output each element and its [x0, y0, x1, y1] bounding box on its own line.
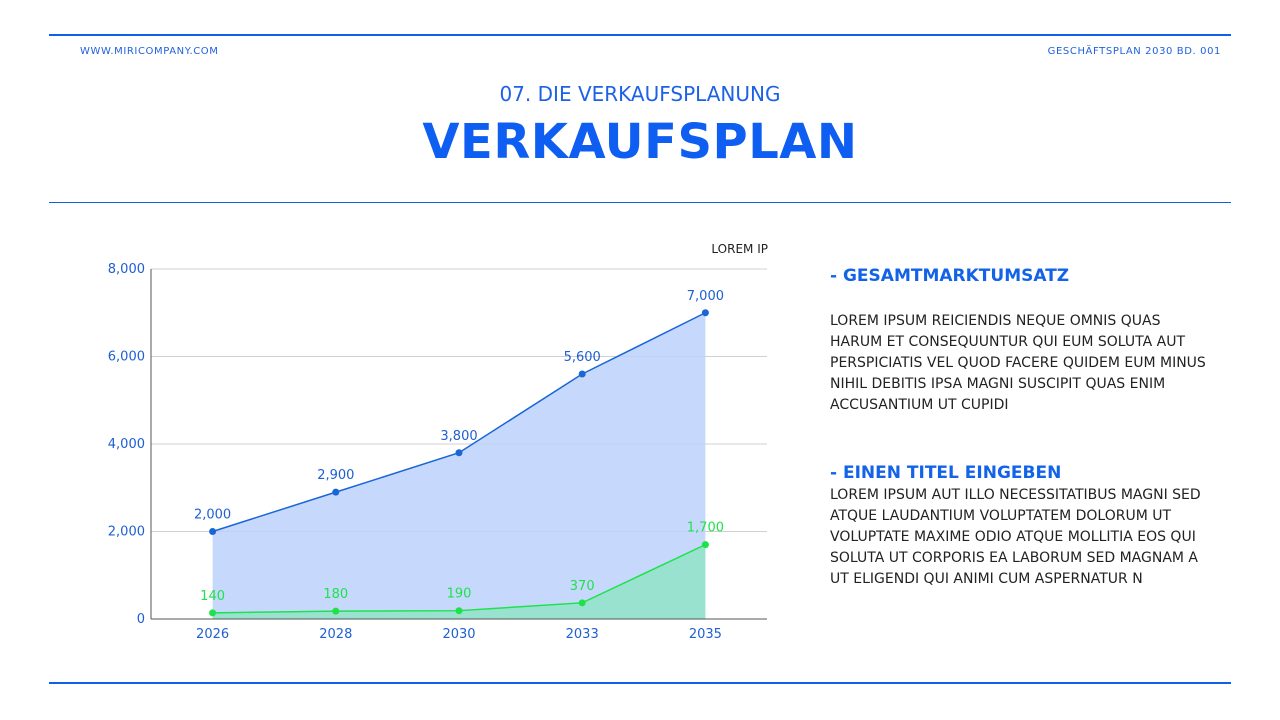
series-2-point	[456, 607, 463, 614]
series-1-point	[702, 309, 709, 316]
section-body: LOREM IPSUM REICIENDIS NEQUE OMNIS QUAS HARUM ET CONSEQUUNTUR QUI EUM SOLUTA AUT PERSPICIATIS VEL QUOD FACERE QUIDEM EUM MINUS NIHIL DEBITIS IPSA MAGNI SUSCIPIT QUAS ENIM ACCUSANTIUM UT CUPIDI	[830, 313, 1206, 413]
x-tick-label: 2035	[688, 627, 722, 642]
series-1-point	[209, 528, 216, 535]
series-1-data-label: 2,900	[317, 468, 355, 484]
section-body: LOREM IPSUM AUT ILLO NECESSITATIBUS MAGNI SED ATQUE LAUDANTIUM VOLUPTATEM DOLORUM UT VOLUPTATE MAXIME ODIO ATQUE MOLLITIA EOS QUI SOLUTA UT CORPORIS EA LABORUM SED MAGNAM A UT ELIGENDI QUI ANIMI CUM ASPERNATUR N	[830, 487, 1201, 587]
series-1-data-label: 2,000	[193, 507, 232, 523]
section-heading: - EINEN TITEL EINGEBEN	[830, 463, 1062, 483]
sales-area-chart	[100, 236, 780, 646]
series-2-point	[579, 599, 586, 606]
section-heading: - GESAMTMARKTUMSATZ	[830, 266, 1070, 286]
series-2-data-label: 180	[323, 587, 349, 603]
series-2-data-label: 370	[569, 578, 595, 594]
series-1-point	[579, 371, 586, 378]
series-1-data-label: 7,000	[686, 288, 725, 304]
y-tick-label: 2,000	[107, 524, 145, 540]
y-tick-label: 6,000	[107, 349, 145, 365]
series-2-point	[332, 608, 339, 615]
x-tick-label: 2030	[442, 627, 476, 642]
series-2-data-label: 140	[200, 588, 226, 604]
bottom-rule	[49, 682, 1231, 684]
series-1-data-label: 5,600	[563, 350, 601, 365]
series-1-point	[332, 489, 339, 496]
x-tick-label: 2033	[565, 627, 599, 642]
x-tick-label: 2026	[196, 627, 230, 642]
y-tick-label: 8,000	[107, 262, 145, 277]
page-title: VERKAUFSPLAN	[422, 114, 858, 170]
legend-label: LOREM IP	[711, 242, 768, 256]
document-reference: GESCHÄFTSPLAN 2030 BD. 001	[1047, 46, 1221, 57]
series-2-data-label: 190	[446, 586, 472, 602]
section-market-revenue	[830, 266, 1210, 416]
y-tick-label: 4,000	[107, 437, 145, 452]
page-subtitle: 07. DIE VERKAUFSPLANUNG	[499, 82, 781, 106]
top-rule	[49, 34, 1231, 36]
section-enter-title	[830, 463, 1210, 590]
series-2-point	[209, 609, 216, 616]
website-label[interactable]: WWW.MIRICOMPANY.COM	[80, 46, 219, 57]
series-1-data-label: 3,800	[440, 428, 478, 444]
y-tick-label: 0	[136, 612, 145, 627]
series-1-point	[456, 449, 463, 456]
section-divider	[49, 202, 1231, 203]
series-1-area	[213, 313, 706, 619]
x-tick-label: 2028	[319, 627, 353, 642]
series-2-data-label: 1,700	[686, 520, 725, 536]
series-2-point	[702, 541, 709, 548]
